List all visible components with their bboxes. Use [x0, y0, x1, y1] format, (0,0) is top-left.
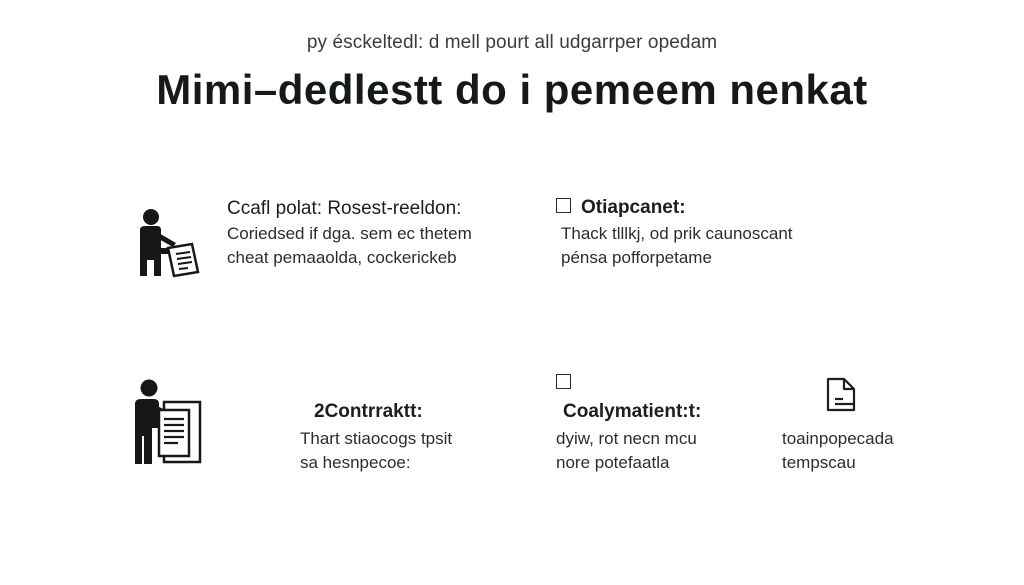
item-text-line: nore potefaatla	[556, 453, 670, 472]
person-holding-document-icon	[130, 378, 202, 466]
item-text-line: dyiw, rot necn mcu	[556, 429, 697, 448]
item-heading: Coalymatient:t:	[563, 401, 702, 422]
page-title: Mimi–dedlestt do i pemeem nenkat	[156, 66, 868, 113]
item-heading: Ccafl polat: Rosest-reeldon:	[227, 198, 462, 219]
item-heading: Otiapcanet:	[581, 197, 686, 218]
checkbox-icon[interactable]	[556, 374, 571, 389]
person-presenting-board-icon	[130, 208, 202, 278]
item-text-line: sa hesnpecoe:	[300, 453, 411, 472]
item-text-line: Thack tlllkj, od prik caunoscant	[561, 224, 793, 243]
checkbox-icon[interactable]	[556, 198, 571, 213]
item-text-line: Coriedsed if dga. sem ec thetem	[227, 224, 472, 243]
document-icon	[825, 377, 857, 413]
item-text-line: cheat pemaaolda, cockerickeb	[227, 248, 457, 267]
item-text-line: toainpopecada	[782, 429, 894, 448]
item-heading: 2Contrraktt:	[314, 401, 423, 422]
item-text-line: Thart stiaocogs tpsit	[300, 429, 453, 448]
page-subtitle: py ésckeltedl: d mell pourt all udgarrper opedam	[306, 32, 718, 53]
item-text-line: pénsa pofforpetame	[561, 248, 712, 267]
item-text-line: tempscau	[782, 453, 856, 472]
